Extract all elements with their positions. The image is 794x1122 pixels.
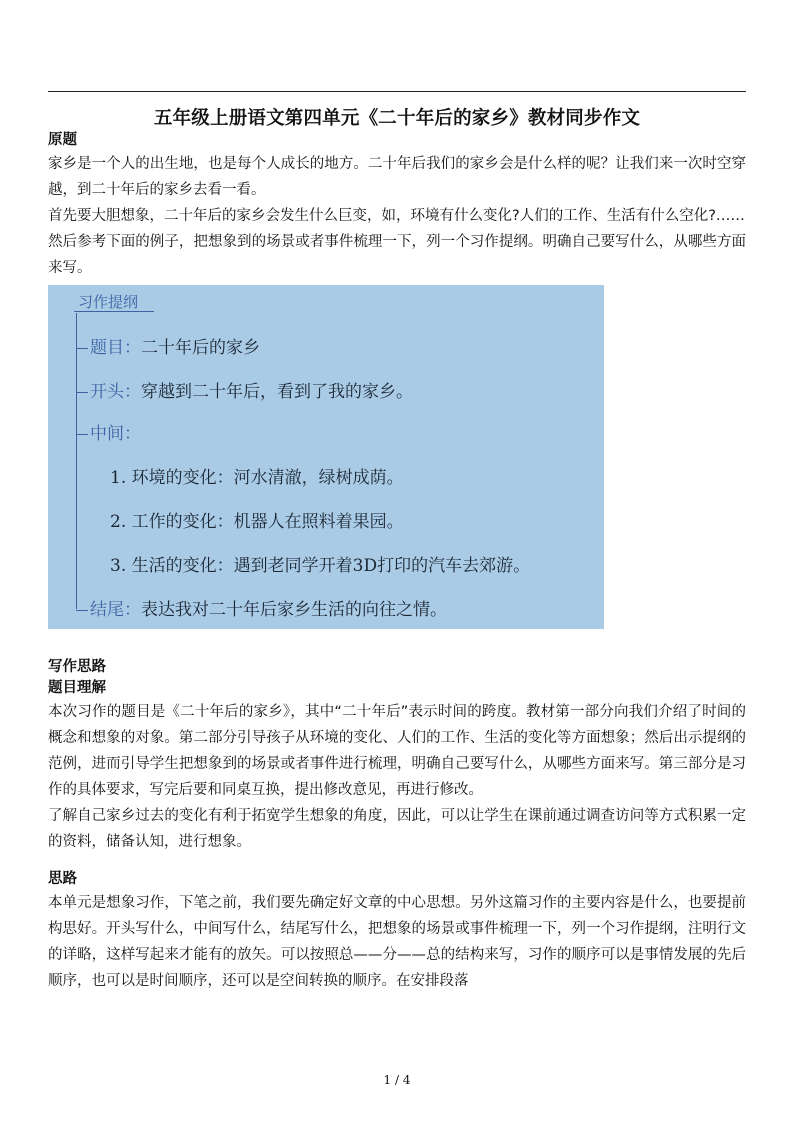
document-body xyxy=(48,130,746,994)
paragraph: 然后参考下面的例子，把想象到的场景或者事件梳理一下，列一个习作提纲。明确自己要写什么，从哪些方面来写。 xyxy=(48,234,746,276)
outline-item-1: 1. 环境的变化：河水清澈，绿树成荫。 xyxy=(110,468,404,488)
outline-title-underline xyxy=(74,311,154,312)
subheading-topic-understanding: 题目理解 xyxy=(48,680,106,696)
outline-item-3: 3. 生活的变化：遇到老同学开着3D打印的汽车去郊游。 xyxy=(110,556,531,576)
paragraph: 本单元是想象习作，下笔之前，我们要先确定好文章的中心思想。另外这篇习作的主要内容是什么，也要提前构思好。开头写什么，中间写什么，结尾写什么，把想象的场景或事件梳理一下，列一个习作提纲，注明行文的详略，这样写起来才能有的放矢。可以按照总——分——总的结构来写，习作的顺序可以是事情发展的先后顺序，也可以是时间顺序，还可以是空间转换的顺序。在安排段落 xyxy=(48,895,746,989)
outline-title: 习作提纲 xyxy=(78,293,139,311)
outline-ending: 结尾：表达我对二十年后家乡生活的向往之情。 xyxy=(76,595,447,620)
header-rule xyxy=(48,91,746,92)
outline-topic: 题目：二十年后的家乡 xyxy=(76,333,260,358)
paragraph: 本次习作的题目是《二十年后的家乡》，其中“二十年后”表示时间的跨度。教材第一部分向我们介绍了时间的概念和想象的对象。第二部分引导孩子从环境的变化、人们的工作、生活的变化等方面想象；然后出示提纲的范例，进而引导学生把想象到的场景或者事件进行梳理，明确自己要写什么，从哪些方面来写。第三部分是习作的具体要求，写完后要和同桌互换，提出修改意见，再进行修改。 xyxy=(48,704,746,798)
paragraph: 了解自己家乡过去的变化有利于拓宽学生想象的角度，因此，可以让学生在课前通过调查访问等方式积累一定的资料，储备认知，进行想象。 xyxy=(48,808,746,850)
paragraph: 首先要大胆想象，二十年后的家乡会发生什么巨变，如，环境有什么变化?人们的工作、生活有什么空化?…… xyxy=(48,208,745,224)
section-heading-writing-ideas: 写作思路 xyxy=(48,659,106,675)
outline-item-2: 2. 工作的变化：机器人在照料着果园。 xyxy=(110,512,404,532)
section-heading-original: 原题 xyxy=(48,132,77,148)
outline-image xyxy=(48,285,604,629)
outline-middle: 中间： xyxy=(76,419,141,444)
outline-opening: 开头：穿越到二十年后，看到了我的家乡。 xyxy=(76,377,413,402)
page-number: 1 / 4 xyxy=(383,1073,411,1087)
section-heading-approach: 思路 xyxy=(48,871,77,887)
paragraph: 家乡是一个人的出生地，也是每个人成长的地方。二十年后我们的家乡会是什么样的呢？让我们来一次时空穿越，到二十年后的家乡去看一看。 xyxy=(48,156,746,198)
page-title: 五年级上册语文第四单元《二十年后的家乡》教材同步作文 xyxy=(153,108,641,129)
